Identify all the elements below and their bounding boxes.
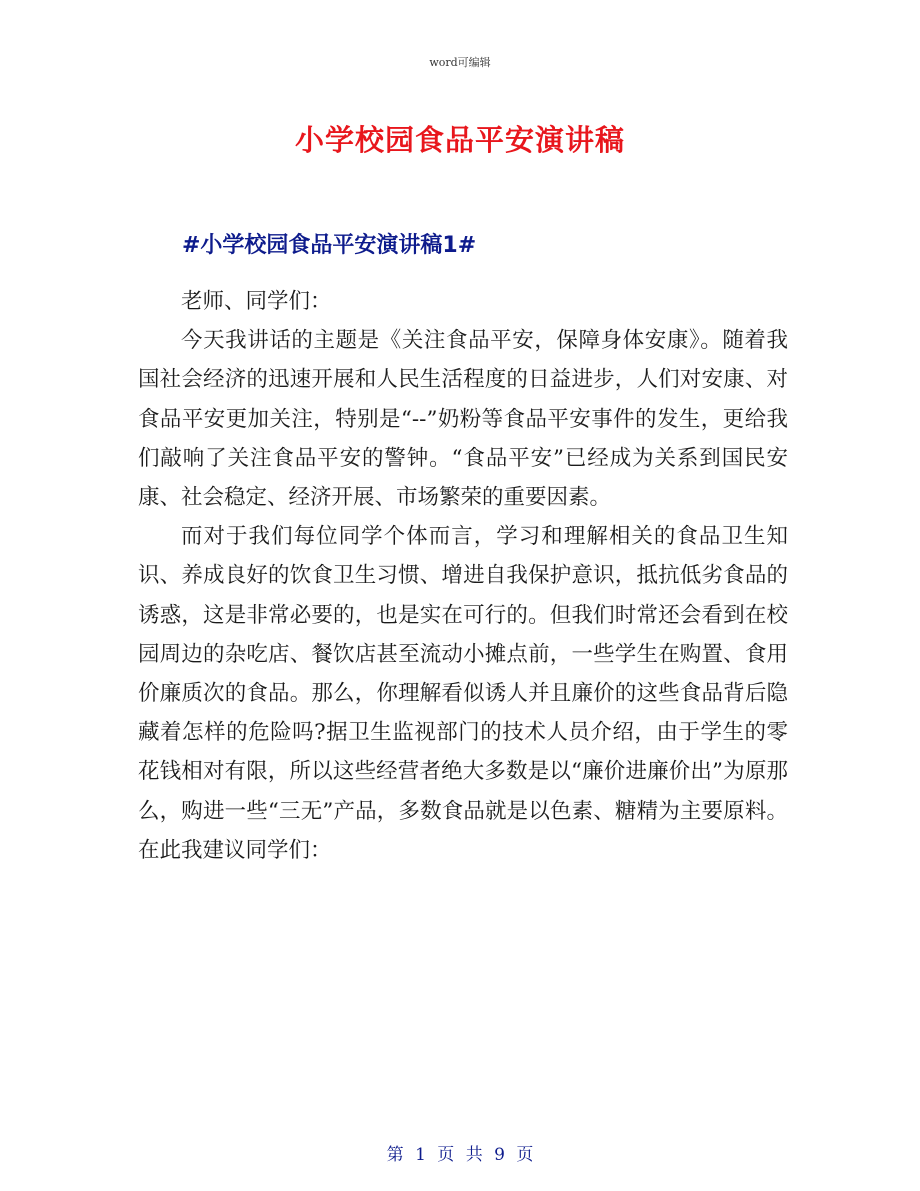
document-title: 小学校园食品平安演讲稿 [294, 123, 625, 157]
paragraph-salutation: 老师、同学们： [181, 289, 332, 314]
document-body [138, 282, 788, 870]
paragraph-students: 而对于我们每位同学个体而言，学习和理解相关的食品卫生知识、养成良好的饮食卫生习惯、增进自我保护意识，抵抗低劣食品的诱惑，这是非常必要的，也是实在可行的。但我们时常还会看到在校园周边的杂吃店、餐饮店甚至流动小摊点前，一些学生在购置、食用价廉质次的食品。那么，你理解看似诱人并且廉价的这些食品背后隐藏着怎样的危险吗?据卫生监视部门的技术人员介绍，由于学生的零花钱相对有限，所以这些经营者绝大多数是以“廉价进廉价出”为原那么，购进一些“三无”产品，多数食品就是以色素、糖精为主要原料。在此我建议同学们： [138, 524, 788, 863]
paragraph-topic: 今天我讲话的主题是《关注食品平安，保障身体安康》。随着我国社会经济的迅速开展和人民生活程度的日益进步，人们对安康、对食品平安更加关注，特别是“--”奶粉等食品平安事件的发生，更给我们敲响了关注食品平安的警钟。“食品平安”已经成为关系到国民安康、社会稳定、经济开展、市场繁荣的重要因素。 [138, 328, 788, 511]
page-header: word可编辑 [429, 56, 491, 69]
section-heading: #小学校园食品平安演讲稿1# [182, 233, 477, 258]
page-footer: 第 1 页 共 9 页 [386, 1145, 534, 1165]
